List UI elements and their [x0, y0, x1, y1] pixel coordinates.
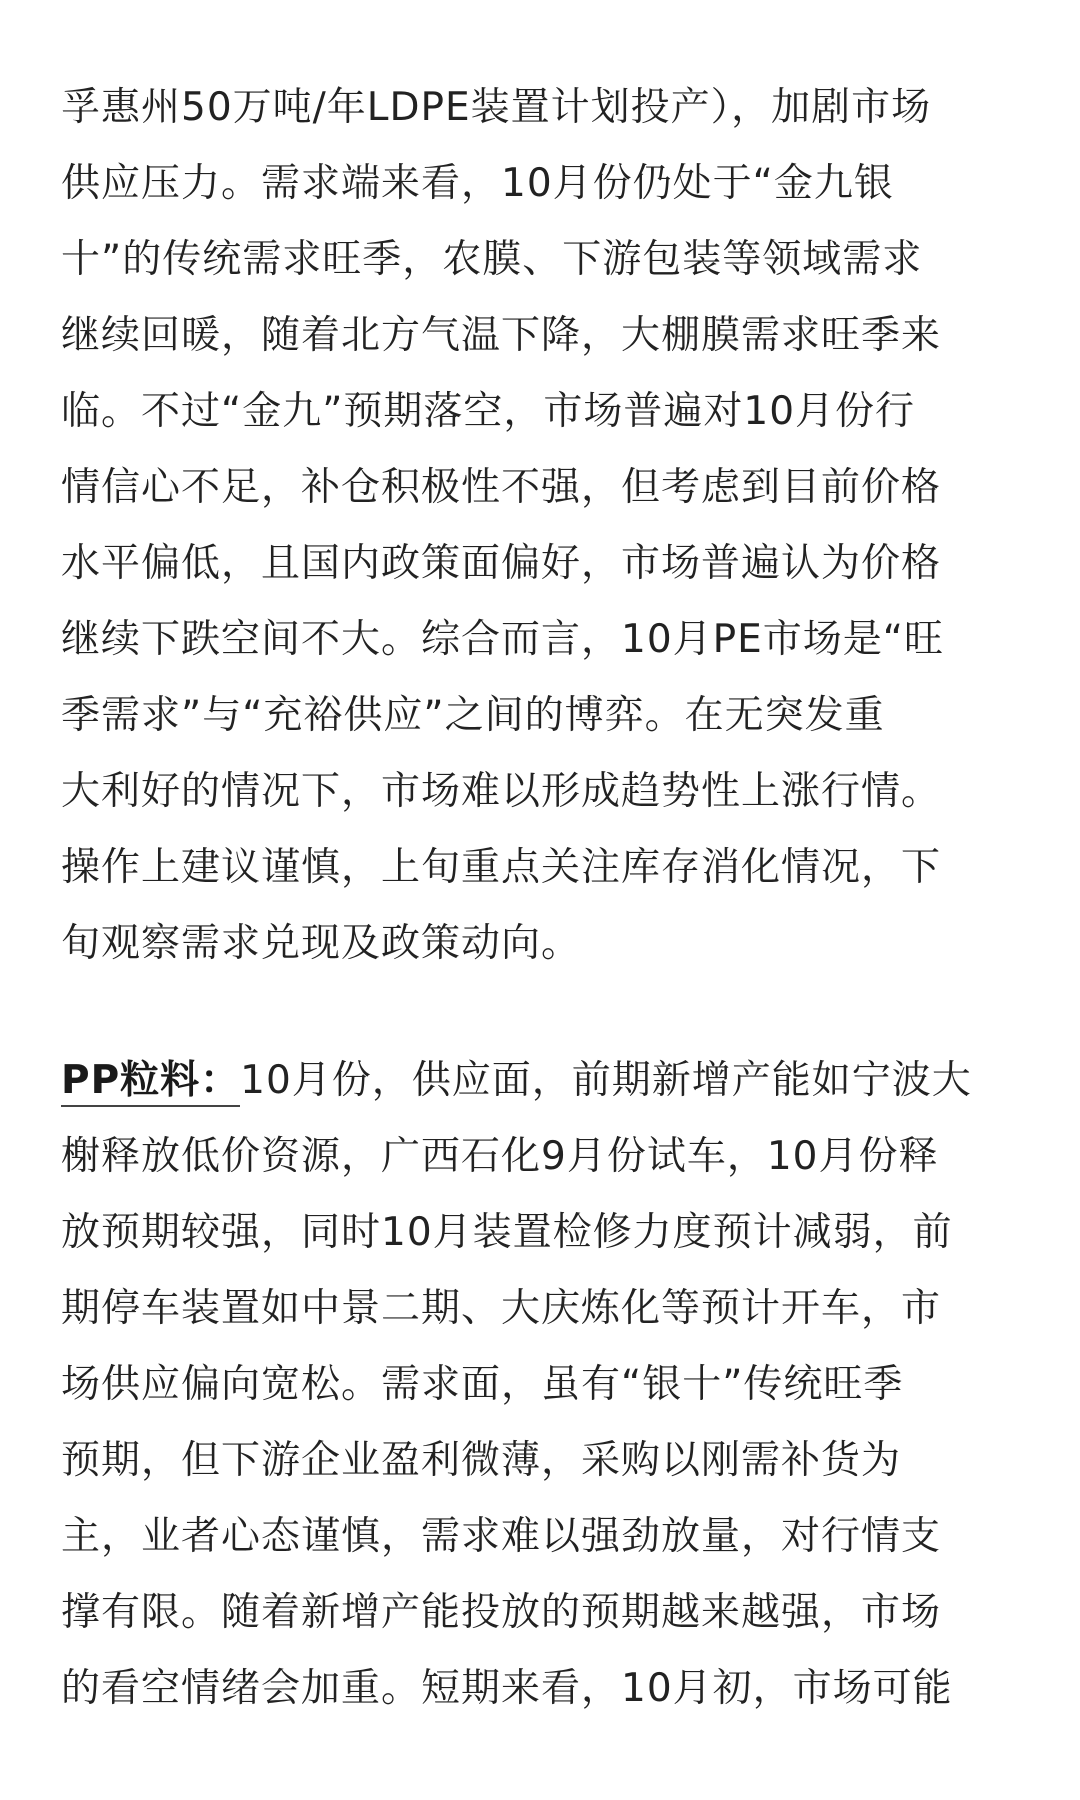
- text-line: 十”的传统需求旺季，农膜、下游包装等领域需求: [61, 237, 923, 282]
- text-line: 操作上建议谨慎，上旬重点关注库存消化情况，下: [61, 845, 942, 890]
- text-line: 预期，但下游企业盈利微薄，采购以刚需补货为: [61, 1438, 902, 1483]
- text-line: 放预期较强，同时10月装置检修力度预计减弱，前: [61, 1210, 953, 1255]
- text-line: 撑有限。随着新增产能投放的预期越来越强，市场: [61, 1590, 942, 1635]
- text-line: 的看空情绪会加重。短期来看，10月初，市场可能: [61, 1666, 953, 1711]
- text-line: 继续回暖，随着北方气温下降，大棚膜需求旺季来: [61, 313, 942, 358]
- text-line: 继续下跌空间不大。综合而言，10月PE市场是“旺: [61, 617, 944, 662]
- text-line: 期停车装置如中景二期、大庆炼化等预计开车，市: [61, 1286, 942, 1331]
- text-line: 旬观察需求兑现及政策动向。: [61, 921, 582, 966]
- text-line: 情信心不足，补仓积极性不强，但考虑到目前价格: [61, 465, 942, 510]
- text-span: 10月份，供应面，前期新增产能如宁波大: [240, 1058, 972, 1103]
- text-line: 季需求”与“充裕供应”之间的博弈。在无突发重: [61, 693, 885, 738]
- text-line: 场供应偏向宽松。需求面，虽有“银十”传统旺季: [61, 1362, 904, 1407]
- text-line: 主，业者心态谨慎，需求难以强劲放量，对行情支: [61, 1514, 942, 1559]
- text-line: 榭释放低价资源，广西石化9月份试车，10月份释: [61, 1134, 939, 1179]
- text-line: 大利好的情况下，市场难以形成趋势性上涨行情。: [61, 769, 942, 814]
- text-line: 水平偏低，且国内政策面偏好，市场普遍认为价格: [61, 541, 942, 586]
- text-line: 供应压力。需求端来看，10月份仍处于“金九银: [61, 161, 894, 206]
- text-line: [61, 1043, 1021, 1119]
- text-line: 孚惠州50万吨/年LDPE装置计划投产），加剧市场: [61, 85, 932, 130]
- section-label-pp: PP粒料：: [61, 1058, 240, 1107]
- text-line: 临。不过“金九”预期落空，市场普遍对10月份行: [61, 389, 916, 434]
